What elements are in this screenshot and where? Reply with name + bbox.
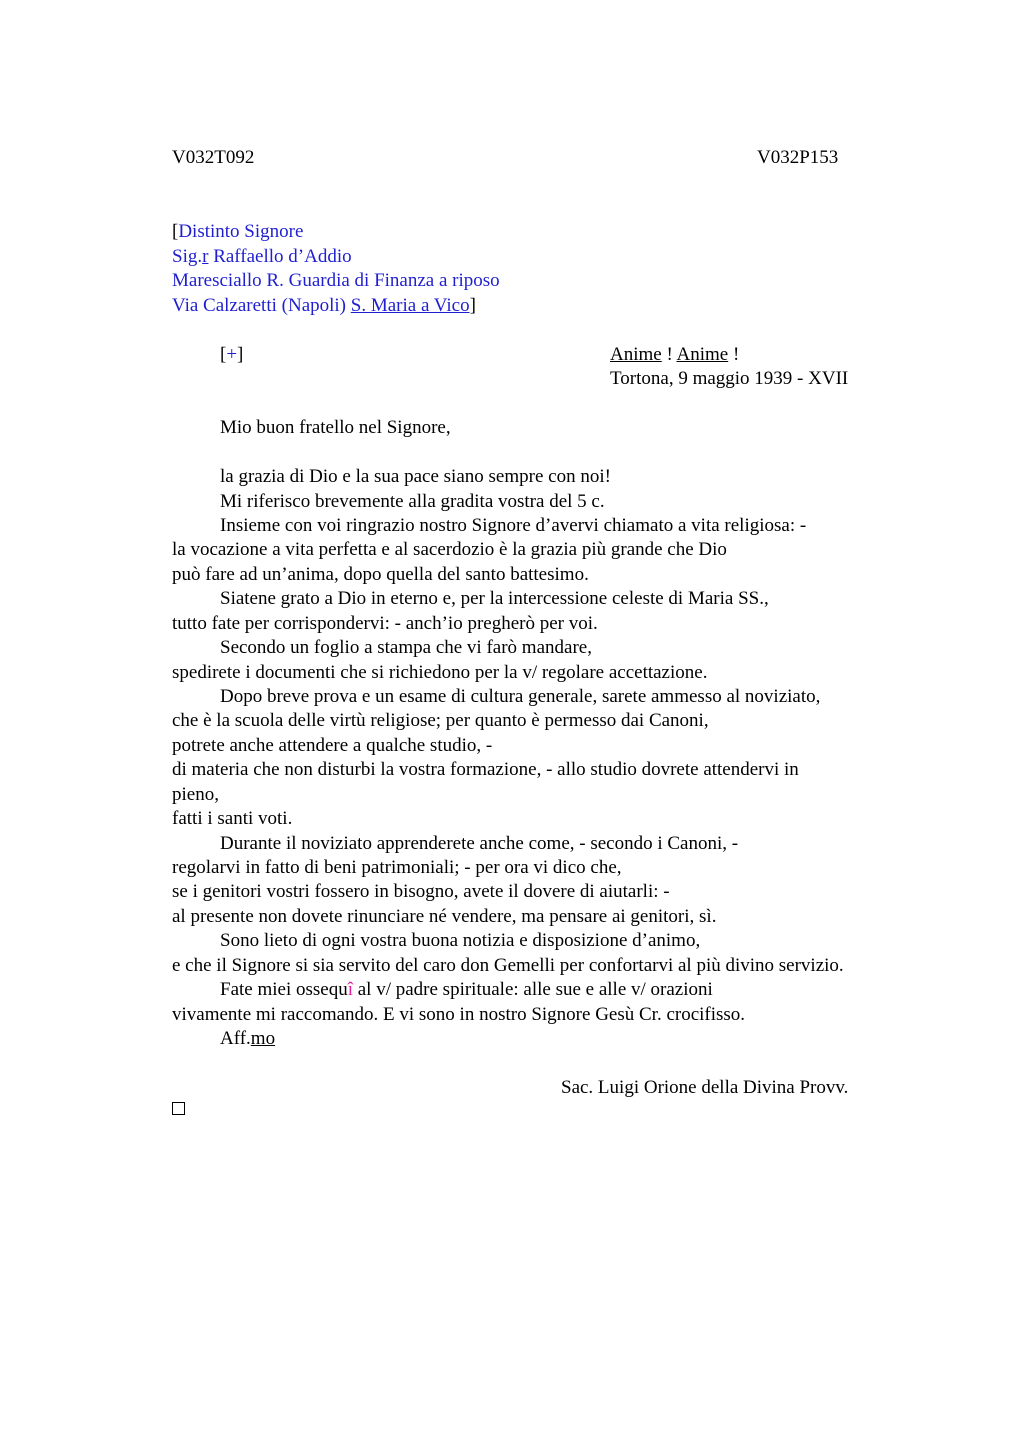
cross-open-bracket: [ [220, 344, 227, 365]
end-square-icon [172, 1102, 185, 1115]
body-line: la grazia di Dio e la sua pace siano sempre con noi! [220, 466, 611, 487]
body-line: fatti i santi voti. [172, 808, 293, 829]
cross-symbol: + [226, 344, 238, 365]
body-line: Insieme con voi ringrazio nostro Signore d’avervi chiamato a vita religiosa: - [220, 515, 807, 536]
body-line: Mi riferisco brevemente alla gradita vostra del 5 c. [220, 491, 605, 512]
aff-prefix: Aff. [220, 1028, 251, 1049]
body-line: Siatene grato a Dio in eterno e, per la intercessione celeste di Maria SS., [220, 588, 769, 609]
body-line: se i genitori vostri fossero in bisogno, avete il dovere di aiutarli: - [172, 881, 670, 902]
motto [610, 343, 739, 367]
motto-part-2: Anime [676, 344, 729, 365]
address-sig-prefix: Sig. [172, 246, 203, 267]
address-close-bracket: ] [469, 295, 476, 316]
address-open-bracket: [ [172, 221, 179, 242]
ossequi-accent: î [347, 979, 353, 1000]
body-line: Durante il noviziato apprenderete anche come, - secondo i Canoni, - [220, 833, 739, 854]
affectionate-closing [220, 1027, 275, 1051]
signature: Sac. Luigi Orione della Divina Provv. [561, 1077, 849, 1098]
document-code-right: V032P153 [757, 147, 839, 168]
address-street: Via Calzaretti (Napoli) [172, 295, 351, 316]
body-line: Sono lieto di ogni vostra buona notizia e disposizione d’animo, [220, 930, 701, 951]
body-line: regolarvi in fatto di beni patrimoniali; - per ora vi dico che, [172, 857, 622, 878]
address-place: S. Maria a Vico [350, 295, 470, 316]
address-sig-superscript: r [202, 246, 209, 267]
body-line: la vocazione a vita perfetta e al sacerdozio è la grazia più grande che Dio [172, 539, 727, 560]
body-line: pieno, [172, 784, 219, 805]
cross-close-bracket: ] [237, 344, 244, 365]
body-line: e che il Signore si sia servito del caro don Gemelli per confortarvi al più divino servizio. [172, 955, 844, 976]
salutation: Mio buon fratello nel Signore, [220, 417, 451, 438]
address-recipient-name: Raffaello d’Addio [208, 246, 352, 267]
body-line: che è la scuola delle virtù religiose; per quanto è permesso dai Canoni, [172, 710, 709, 731]
aff-superscript: mo [250, 1028, 276, 1049]
motto-end: ! [728, 344, 740, 365]
address-recipient-title: Distinto Signore [178, 221, 304, 242]
body-line: tutto fate per corrispondervi: - anch’io pregherò per voi. [172, 613, 598, 634]
body-line: potrete anche attendere a qualche studio, - [172, 735, 493, 756]
address-line-1 [172, 220, 303, 244]
ossequi-pre: Fate miei ossequ [220, 979, 348, 1000]
body-line: di materia che non disturbi la vostra formazione, - allo studio dovrete attendervi in [172, 759, 799, 780]
motto-separator: ! [661, 344, 677, 365]
body-line: spedirete i documenti che si richiedono per la v/ regolare accettazione. [172, 662, 708, 683]
body-line: Dopo breve prova e un esame di cultura generale, sarete ammesso al noviziato, [220, 686, 821, 707]
dateline: Tortona, 9 maggio 1939 - XVII [610, 368, 849, 389]
address-line-2 [172, 245, 352, 269]
body-line: può fare ad un’anima, dopo quella del santo battesimo. [172, 564, 589, 585]
cross-marker [220, 343, 243, 367]
ossequi-post: al v/ padre spirituale: alle sue e alle v/ orazioni [352, 979, 713, 1000]
address-line-3: Maresciallo R. Guardia di Finanza a riposo [172, 270, 500, 291]
document-code-left: V032T092 [172, 147, 255, 168]
closing-line: vivamente mi raccomando. E vi sono in nostro Signore Gesù Cr. crocifisso. [172, 1004, 746, 1025]
address-line-4 [172, 294, 476, 318]
body-line: Secondo un foglio a stampa che vi farò mandare, [220, 637, 592, 658]
motto-part-1: Anime [610, 344, 662, 365]
body-line: al presente non dovete rinunciare né vendere, ma pensare ai genitori, sì. [172, 906, 717, 927]
ossequi-line [220, 978, 713, 1002]
